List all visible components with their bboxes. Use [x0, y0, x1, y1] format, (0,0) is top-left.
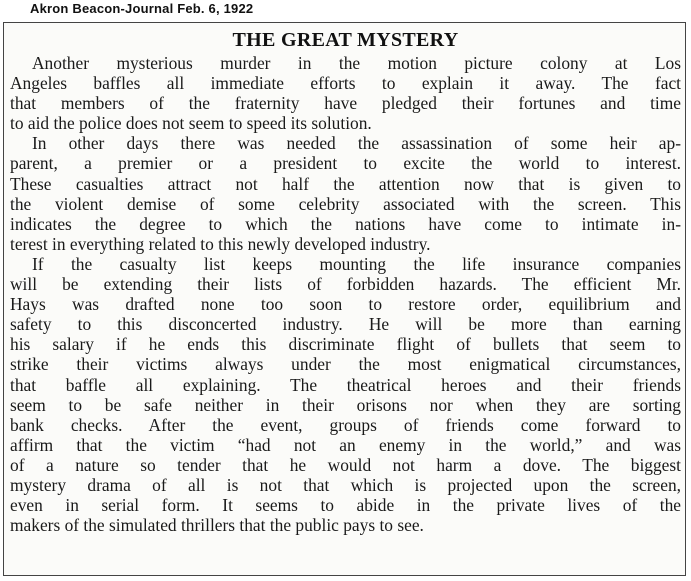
article-line: These casualties attract not half the attention now that is given to — [10, 173, 681, 194]
article-paragraph-1 — [10, 53, 681, 133]
article-line: will be extending their lists of forbidden hazards. The efficient Mr. — [10, 274, 681, 295]
article-line: parent, a premier or a president to excite the world to interest. — [10, 153, 681, 174]
article-line: makers of the simulated thrillers that the public pays to see. — [10, 515, 424, 536]
newspaper-clipping — [3, 22, 686, 576]
article-line: of a nature so tender that he would not harm a dove. The biggest — [10, 454, 681, 475]
article-line: In other days there was needed the assassination of some heir ap- — [32, 133, 681, 154]
article-paragraph-2 — [10, 133, 681, 254]
article-line: the violent demise of some celebrity associated with the screen. This — [10, 193, 681, 214]
newspaper-caption: Akron Beacon-Journal Feb. 6, 1922 — [30, 1, 254, 16]
article-line: Hays was drafted none too soon to restore order, equilibrium and — [10, 294, 681, 315]
article-line: that baffle all explaining. The theatrical heroes and their friends — [10, 374, 681, 395]
article-line: safety to this disconcerted industry. He will be more than earning — [10, 314, 681, 335]
article-line: bank checks. After the event, groups of friends come forward to — [10, 414, 681, 435]
article-line: terest in everything related to this newly developed industry. — [10, 233, 431, 254]
article-line: strike their victims always under the most enigmatical circumstances, — [10, 354, 681, 375]
article-line: affirm that the victim “had not an enemy in the world,” and was — [10, 434, 681, 455]
article-line: indicates the degree to which the nations have come to intimate in- — [10, 213, 681, 234]
article-line: mystery drama of all is not that which is projected upon the screen, — [10, 474, 681, 495]
article-paragraph-3 — [10, 254, 681, 535]
article-line: to aid the police does not seem to speed its solution. — [10, 113, 372, 134]
article-headline: THE GREAT MYSTERY — [232, 29, 459, 51]
article-line: If the casualty list keeps mounting the life insurance companies — [32, 253, 681, 274]
article-line: Angeles baffles all immediate efforts to explain it away. The fact — [10, 73, 681, 94]
article-line: seem to be safe neither in their orisons nor when they are sorting — [10, 394, 681, 415]
article-line: even in serial form. It seems to abide in the private lives of the — [10, 495, 681, 516]
article-line: that members of the fraternity have pledged their fortunes and time — [10, 93, 681, 114]
article-line: his salary if he ends this discriminate flight of bullets that seem to — [10, 334, 681, 355]
article-line: Another mysterious murder in the motion picture colony at Los — [32, 53, 681, 73]
